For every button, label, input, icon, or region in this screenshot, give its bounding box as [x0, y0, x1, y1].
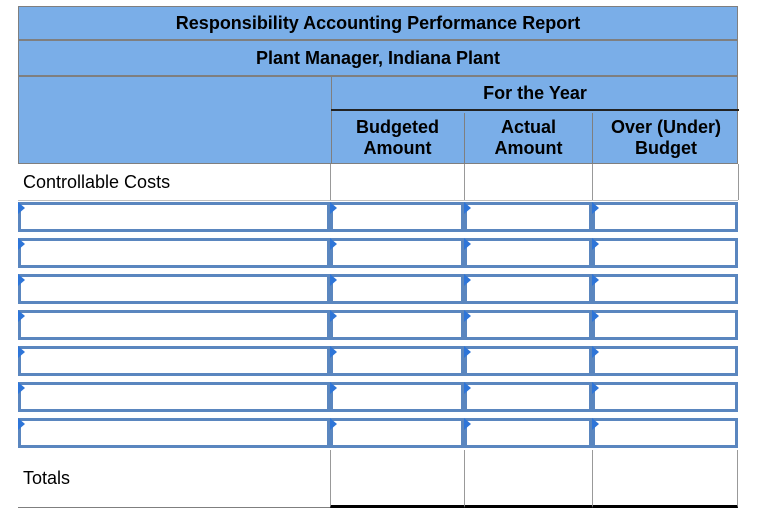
divider — [592, 164, 593, 200]
actual-amount-header — [465, 113, 593, 163]
period-label: For the Year — [331, 77, 739, 111]
totals-label-cell — [18, 450, 330, 508]
controllable-costs-label: Controllable Costs — [23, 172, 171, 192]
cost-item-field[interactable] — [18, 238, 330, 268]
actual-amount-field[interactable] — [464, 238, 592, 268]
header-blank-cell — [19, 77, 332, 163]
actual-amount-field[interactable] — [464, 418, 592, 448]
totals-row — [18, 450, 738, 508]
cost-item-field[interactable] — [18, 310, 330, 340]
input-row — [18, 416, 738, 452]
budgeted-header-line2: Amount — [363, 138, 432, 158]
budgeted-header-line1: Budgeted — [356, 117, 439, 137]
cost-item-field[interactable] — [18, 382, 330, 412]
report-subtitle: Plant Manager, Indiana Plant — [18, 40, 738, 76]
variance-header — [593, 113, 739, 163]
variance-field[interactable] — [592, 310, 738, 340]
total-variance-field[interactable] — [592, 450, 738, 508]
actual-header-line2: Amount — [494, 138, 563, 158]
budgeted-amount-field[interactable] — [330, 274, 464, 304]
budgeted-amount-field[interactable] — [330, 382, 464, 412]
input-row — [18, 344, 738, 380]
divider — [738, 164, 739, 200]
actual-amount-field[interactable] — [464, 274, 592, 304]
divider — [330, 164, 331, 200]
input-row — [18, 236, 738, 272]
variance-header-line2: Budget — [635, 138, 697, 158]
variance-field[interactable] — [592, 274, 738, 304]
actual-amount-field[interactable] — [464, 382, 592, 412]
input-row — [18, 272, 738, 308]
actual-amount-field[interactable] — [464, 346, 592, 376]
input-row — [18, 308, 738, 344]
total-actual-field[interactable] — [464, 450, 592, 508]
report-title: Responsibility Accounting Performance Report — [18, 6, 738, 40]
controllable-costs-row — [18, 164, 738, 201]
variance-header-line1: Over (Under) — [610, 117, 722, 137]
actual-header-line1: Actual — [500, 117, 556, 137]
input-row — [18, 380, 738, 416]
variance-field[interactable] — [592, 418, 738, 448]
cost-item-field[interactable] — [18, 346, 330, 376]
budgeted-amount-field[interactable] — [330, 202, 464, 232]
variance-field[interactable] — [592, 346, 738, 376]
budgeted-amount-header — [331, 113, 465, 163]
budgeted-amount-field[interactable] — [330, 418, 464, 448]
variance-field[interactable] — [592, 202, 738, 232]
divider — [464, 164, 465, 200]
cost-item-field[interactable] — [18, 274, 330, 304]
input-row — [18, 200, 738, 236]
variance-field[interactable] — [592, 238, 738, 268]
budgeted-amount-field[interactable] — [330, 238, 464, 268]
variance-field[interactable] — [592, 382, 738, 412]
column-header-band — [18, 76, 738, 164]
actual-amount-field[interactable] — [464, 310, 592, 340]
total-budgeted-field[interactable] — [330, 450, 464, 508]
budgeted-amount-field[interactable] — [330, 346, 464, 376]
totals-label: Totals — [23, 468, 71, 488]
actual-amount-field[interactable] — [464, 202, 592, 232]
cost-item-field[interactable] — [18, 418, 330, 448]
budgeted-amount-field[interactable] — [330, 310, 464, 340]
cost-item-field[interactable] — [18, 202, 330, 232]
